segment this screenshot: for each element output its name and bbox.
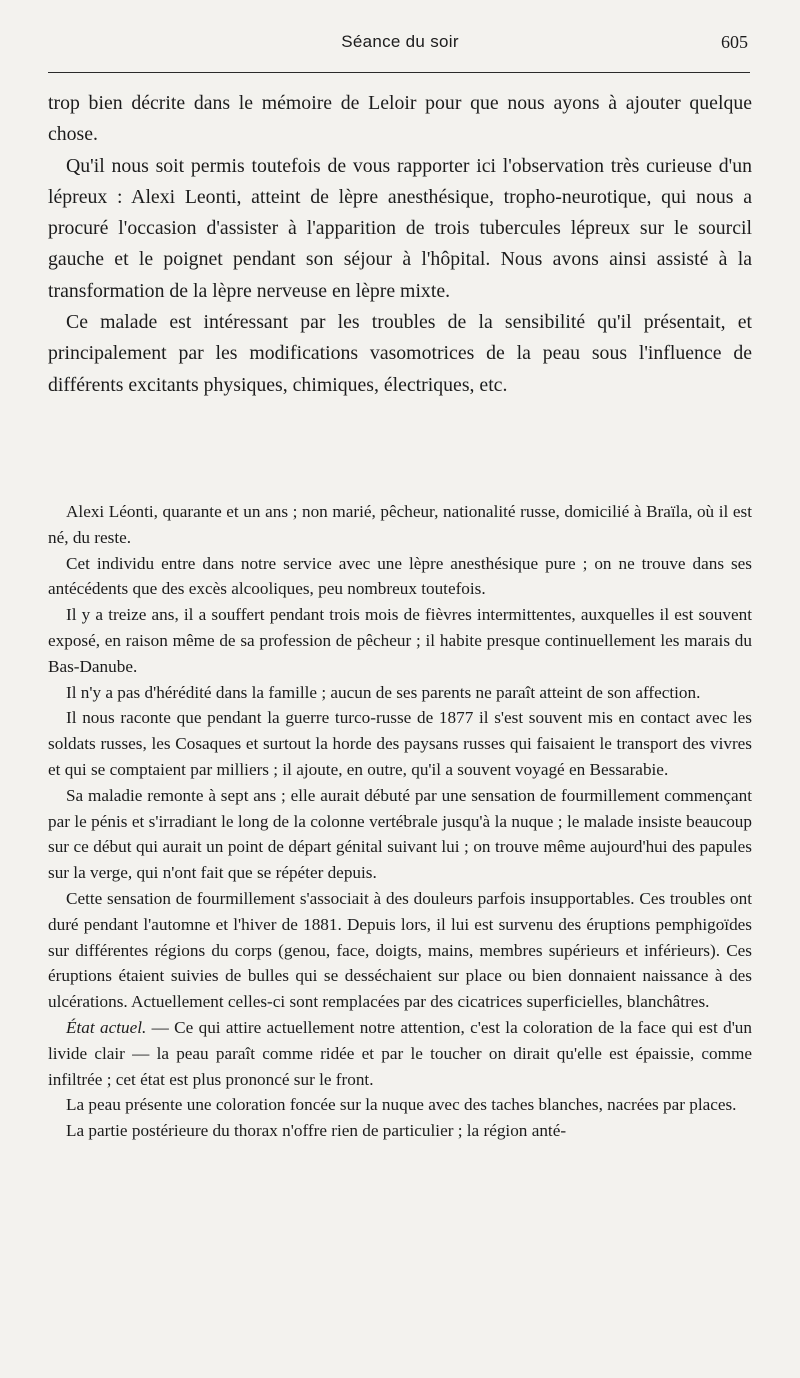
paragraph: Qu'il nous soit permis toutefois de vous rapporter ici l'observation très curieuse d'un lépreux : Alexi Leonti, atteint de lèpre anesthésique, tropho-neurotique, qui nous a procuré l'occasion d'assister à l'apparition de trois tubercules lépreux sur le sourcil gauche et le poignet pendant son séjour à l'hôpital. Nous avons ainsi assisté à la transformation de la lèpre nerveuse en lèpre mixte. xyxy=(48,154,752,302)
etat-actuel-text: — Ce qui attire actuellement notre attention, c'est la coloration de la face qui est d'un livide clair — la peau paraît comme ridée et par le toucher on dirait qu'elle est épaissie, comme infiltrée ; cet état est plus prononcé sur le front. xyxy=(48,1017,752,1089)
paragraph: trop bien décrite dans le mémoire de Leloir pour que nous ayons à ajouter quelque chose. xyxy=(48,92,752,146)
paragraph: La peau présente une coloration foncée sur la nuque avec des taches blanches, nacrées par places. xyxy=(66,1095,737,1115)
paragraph: Alexi Léonti, quarante et un ans ; non marié, pêcheur, nationalité russe, domicilié à Braïla, où il est né, du reste. xyxy=(48,502,752,547)
paragraph: Sa maladie remonte à sept ans ; elle aurait débuté par une sensation de fourmillement commençant par le pénis et s'irradiant le long de la colonne vertébrale jusqu'à la nuque ; le malade insiste beaucoup sur ce début qui aurait un point de départ génital suivant lui ; on trouve même aujourd'hui des papules sur la verge, qui n'ont fait que se répéter depuis. xyxy=(48,785,752,883)
body-text-large xyxy=(48,88,752,401)
page-number: 605 xyxy=(721,32,748,52)
observation-text xyxy=(48,499,752,1144)
paragraph: Il n'y a pas d'hérédité dans la famille ; aucun de ses parents ne paraît atteint de son affection. xyxy=(66,682,701,702)
paragraph: La partie postérieure du thorax n'offre rien de particulier ; la région anté- xyxy=(66,1121,567,1141)
paragraph: Il nous raconte que pendant la guerre turco-russe de 1877 il s'est souvent mis en contact avec les soldats russes, les Cosaques et surtout la horde des paysans russes qui faisaient le transport des vivres et qui se comptaient par milliers ; il ajoute, en outre, qu'il a souvent voyagé en Bessarabie. xyxy=(48,708,752,779)
paragraph: Ce malade est intéressant par les troubles de la sensibilité qu'il présentait, et principalement par les modifications vasomotrices de la peau sous l'influence de différents excitants physiques, chimiques, électriques, etc. xyxy=(48,311,752,396)
paragraph: Il y a treize ans, il a souffert pendant trois mois de fièvres intermittentes, auxquelles il est souvent exposé, en raison même de sa profession de pêcheur ; il habite presque continuellement les marais du Bas-Danube. xyxy=(48,605,752,676)
paragraph: Cette sensation de fourmillement s'associait à des douleurs parfois insupportables. Ces troubles ont duré pendant l'automne et l'hiver de 1881. Depuis lors, il lui est survenu des éruptions pemphigoïdes sur différentes régions du corps (genou, face, doigts, mains, membres supérieurs et inférieurs). Ces éruptions étaient suivies de bulles qui se desséchaient sur place ou bien donnaient naissance à des ulcérations. Actuellement celles-ci sont remplacées par des cicatrices superficielles, blanchâtres. xyxy=(48,888,752,1012)
header-rule xyxy=(48,72,750,73)
running-head xyxy=(0,32,800,56)
running-head-title: Séance du soir xyxy=(341,32,459,51)
etat-actuel-lead: État actuel. xyxy=(66,1017,147,1037)
paragraph: Cet individu entre dans notre service avec une lèpre anesthésique pure ; on ne trouve dans ses antécédents que des excès alcooliques, peu nombreux toutefois. xyxy=(48,553,752,599)
paragraph-etat-actuel xyxy=(48,1015,752,1092)
